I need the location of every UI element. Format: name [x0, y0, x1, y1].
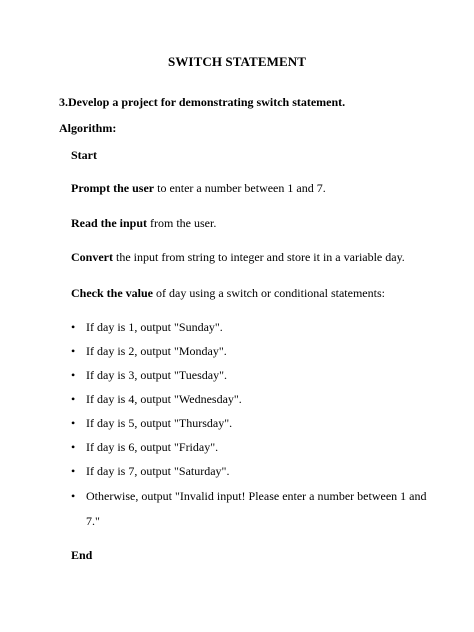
list-item-text: If day is 3, output "Tuesday". [86, 368, 228, 382]
bullet-icon: • [71, 416, 76, 430]
list-item-text: If day is 6, output "Friday". [86, 440, 219, 454]
otherwise-text-line2: 7." [86, 514, 100, 528]
step-convert-bold: Convert [71, 250, 113, 264]
list-item-text: If day is 7, output "Saturday". [86, 464, 230, 478]
list-item-text: If day is 5, output "Thursday". [86, 416, 233, 430]
bullet-icon: • [71, 320, 76, 334]
question-heading: 3.Develop a project for demonstrating switch statement. [59, 95, 346, 109]
bullet-icon: • [71, 464, 76, 478]
end-label [71, 548, 92, 563]
bullet-icon: • [71, 489, 76, 503]
step-read-text: from the user. [147, 216, 217, 230]
otherwise-text-line1: Otherwise, output "Invalid input! Please enter a number between 1 and [86, 489, 427, 503]
page-title: SWITCH STATEMENT [167, 54, 306, 69]
list-item-text: If day is 2, output "Monday". [86, 344, 227, 358]
step-check-text: of day using a switch or conditional statements: [153, 286, 385, 300]
bullet-icon: • [71, 368, 76, 382]
step-check [71, 286, 385, 301]
end-text: End [71, 548, 93, 562]
step-prompt [71, 181, 326, 196]
bullet-icon: • [71, 344, 76, 358]
list-item-text: If day is 1, output "Sunday". [86, 320, 223, 334]
step-convert [71, 250, 405, 265]
step-convert-text: the input from string to integer and store it in a variable day. [113, 250, 405, 264]
step-read-bold: Read the input [71, 216, 148, 230]
step-check-bold: Check the value [71, 286, 153, 300]
algorithm-label: Algorithm: [59, 121, 117, 135]
bullet-icon: • [71, 440, 76, 454]
step-prompt-bold: Prompt the user [71, 181, 155, 195]
step-prompt-text: to enter a number between 1 and 7. [154, 181, 326, 195]
list-item-text: If day is 4, output "Wednesday". [86, 392, 242, 406]
bullet-icon: • [71, 392, 76, 406]
start-label [71, 148, 97, 163]
step-read [71, 216, 216, 231]
start-text: Start [71, 148, 97, 162]
